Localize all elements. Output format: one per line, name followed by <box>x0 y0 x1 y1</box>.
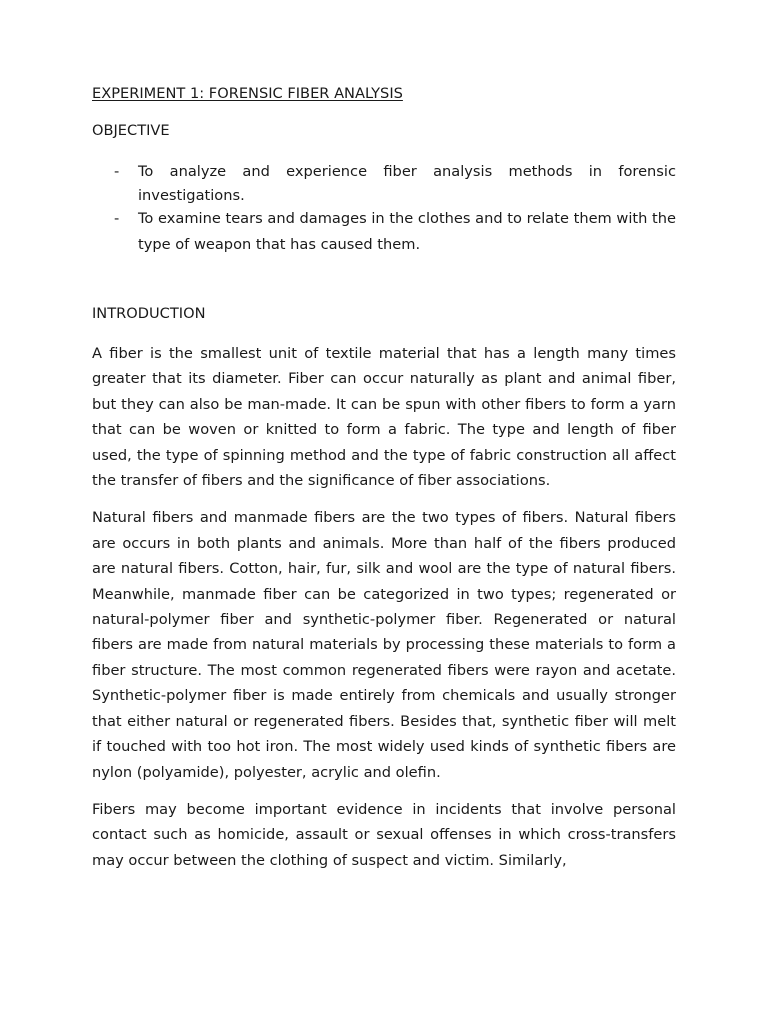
objectives-list <box>92 160 676 257</box>
objective-item <box>92 160 676 207</box>
document-title: EXPERIMENT 1: FORENSIC FIBER ANALYSIS <box>92 85 403 102</box>
bullet-dash: - <box>114 210 120 227</box>
paragraph-fiber-evidence: Fibers may become important evidence in incidents that involve personal contact such as homicide, assault or sexual offenses in which cross-transfers may occur between the clothing of suspect and victim. Similarly, <box>92 800 676 869</box>
paragraph-fiber-definition: A fiber is the smallest unit of textile material that has a length many times greater that its diameter. Fiber can occur naturally as plant and animal fiber, but they can also be man-made. It can be spun with other fibers to form a yarn that can be woven or knitted to form a fabric. The type and length of fiber used, the type of spinning method and the type of fabric construction all affect the transfer of fibers and the significance of fiber associations. <box>92 345 676 490</box>
objective-text: To examine tears and damages in the clothes and to relate them with the type of weapon that has caused them. <box>138 210 676 253</box>
objective-item <box>92 206 676 257</box>
introduction-heading: INTRODUCTION <box>92 305 206 322</box>
bullet-dash: - <box>114 163 120 180</box>
document-body <box>92 84 676 873</box>
objective-heading: OBJECTIVE <box>92 122 170 139</box>
paragraph-fiber-types: Natural fibers and manmade fibers are the two types of fibers. Natural fibers are occurs in both plants and animals. More than half of the fibers produced are natural fibers. Cotton, hair, fur, silk and wool are the type of natural fibers. Meanwhile, manmade fiber can be categorized in two types; regenerated or natural-polymer fiber and synthetic-polymer fiber. Regenerated or natural fibers are made from natural materials by processing these materials to form a fiber structure. The most common regenerated fibers were rayon and acetate. Synthetic-polymer fiber is made entirely from chemicals and usually stronger that either natural or regenerated fibers. Besides that, synthetic fiber will melt if touched with too hot iron. The most widely used kinds of synthetic fibers are nylon (polyamide), polyester, acrylic and olefin. <box>92 509 676 781</box>
objective-text: To analyze and experience fiber analysis methods in forensic investigations. <box>138 163 676 204</box>
